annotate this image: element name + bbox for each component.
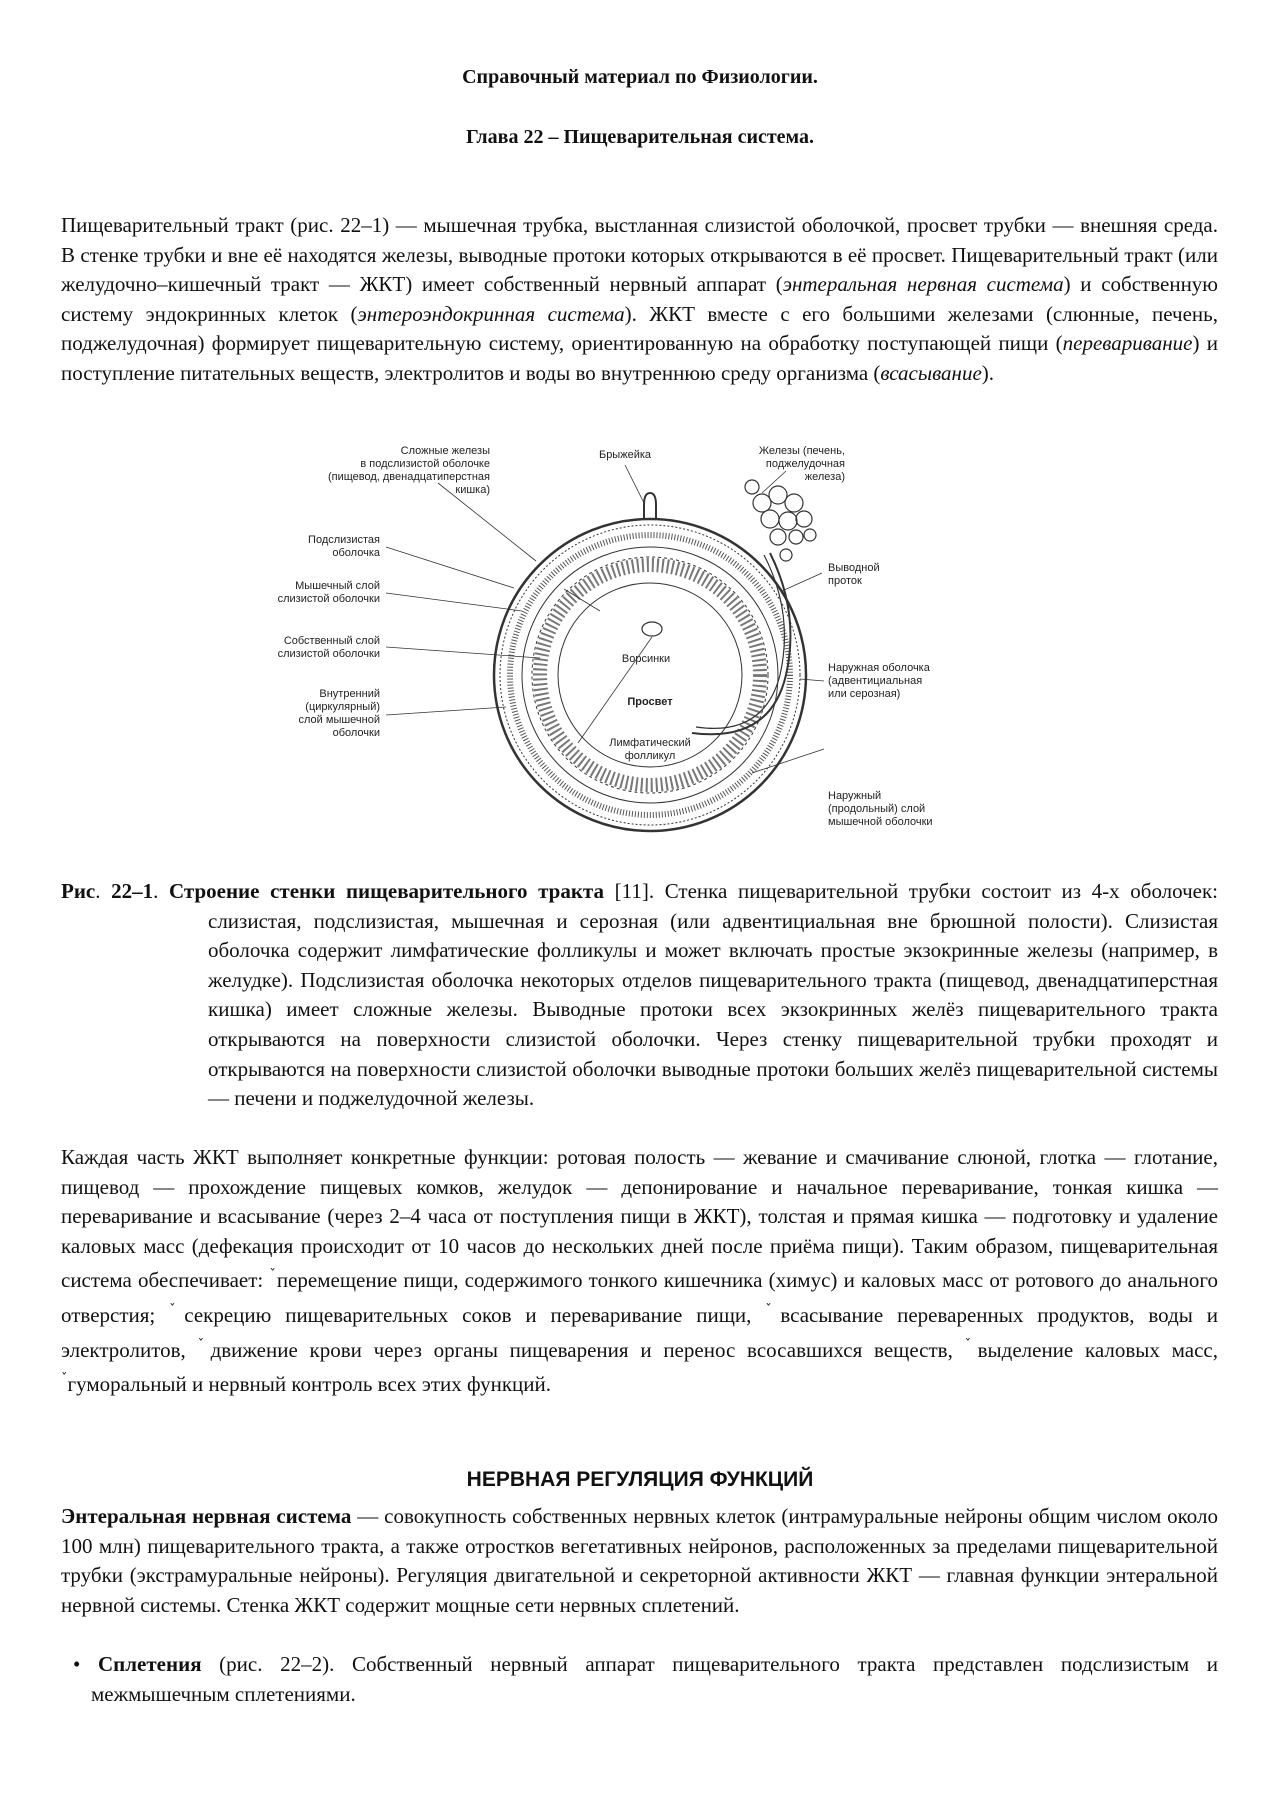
intro-paragraph bbox=[61, 211, 1218, 389]
plexus-bullet bbox=[61, 1650, 1218, 1709]
label-outer-longitudinal-1: Наружный bbox=[828, 790, 882, 802]
intro-text-1: Пищеварительный тракт (рис. 22–1) — мышечная трубка, выстланная слизистой оболочкой, просвет трубки — внешняя среда. В стенке трубки и вне её находятся железы, выводные протоки которых открываются в её просвет. Пищеварительный тракт (или желудочно–кишечный тракт — ЖКТ) имеет собственный нервный аппарат ( bbox=[61, 213, 1218, 297]
figure-gut-wall-diagram bbox=[277, 443, 980, 841]
function-item: выделение каловых масс, bbox=[977, 1337, 1219, 1362]
function-item: секрецию пищеварительных соков и переваривание пищи, bbox=[184, 1302, 766, 1327]
chapter-title: Глава 22 – Пищеварительная система. bbox=[465, 126, 815, 148]
label-inner-circular-3: слой мышечной bbox=[298, 714, 380, 726]
plexus-text: (рис. 22–2). Собственный нервный аппарат пищеварительного тракта представлен подслизистым и межмышечным сплетениями. bbox=[91, 1652, 1218, 1706]
label-submucosa-1: Подслизистая bbox=[308, 534, 380, 546]
caption-text: [11]. Стенка пищеварительной трубки состоит из 4-х оболочек: слизистая, подслизистая, мышечная и серозная (или адвентициальная вне брюшной полости). Слизистая оболочка содержит лимфатические фолликулы и может включать простые экзокринные железы (например, в желудке). Подслизистая оболочка некоторых отделов пищеварительного тракта (пищевод, двенадцатиперстная кишка) имеет сложные железы. Выводные протоки всех экзокринных желёз пищеварительного тракта открываются на поверхности слизистой оболочки. Через стенку пищеварительной трубки проходят и открываются на поверхности слизистой оболочки выводные протоки больших желёз пищеварительной системы — печени и поджелудочной железы. bbox=[208, 879, 1219, 1111]
intro-term-enteric: энтеральная нервная система bbox=[782, 272, 1064, 297]
label-outer-longitudinal-2: (продольный) слой bbox=[828, 803, 926, 815]
caption-prefix: Рис bbox=[61, 879, 96, 903]
function-item: гуморальный и нервный контроль всех этих функций. bbox=[67, 1372, 551, 1397]
intro-term-absorption: всасывание bbox=[880, 360, 982, 385]
duct-line bbox=[692, 553, 790, 734]
label-inner-circular-1: Внутренний bbox=[319, 688, 380, 700]
gland-cluster bbox=[745, 480, 816, 561]
label-outer-longitudinal-3: мышечной оболочки bbox=[828, 816, 933, 828]
intro-term-enteroendocrine: энтероэндокринная система bbox=[357, 301, 625, 326]
check-mark-icon: ˇ bbox=[61, 1372, 68, 1388]
label-complex-glands-4: кишка) bbox=[455, 484, 490, 496]
caption-title: Строение стенки пищеварительного тракта bbox=[169, 879, 605, 903]
intro-term-digestion: переваривание bbox=[1062, 331, 1193, 356]
label-muscularis-mucosae-1: Мышечный слой bbox=[295, 580, 380, 592]
enteric-text: — совокупность собственных нервных клеток (интрамуральные нейроны общим числом около 100 млн) пищеварительного тракта, а также отростков вегетативных нейронов, расположенных за пределами пищеварительной трубки (экстрамуральные нейроны). Регуляция двигательной и секреторной активности ЖКТ — главная функции энтеральной нервной системы. Стенка ЖКТ содержит мощные сети нервных сплетений. bbox=[61, 1504, 1218, 1617]
label-muscularis-mucosae-2: слизистой оболочки bbox=[277, 593, 380, 605]
enteric-term: Энтеральная нервная система bbox=[61, 1504, 352, 1528]
label-lumen: Просвет bbox=[627, 696, 673, 708]
functions-paragraph bbox=[61, 1143, 1218, 1400]
mesentery-shape bbox=[644, 493, 656, 519]
label-inner-circular-2: (циркулярный) bbox=[305, 701, 380, 713]
intro-text-5: ). bbox=[981, 360, 995, 385]
bullet-icon: • bbox=[73, 1652, 81, 1676]
label-glands-2: поджелудочная bbox=[765, 458, 845, 470]
check-mark-icon: ˇ bbox=[765, 1302, 781, 1318]
label-submucosa-2: оболочка bbox=[332, 547, 380, 559]
circular-muscle-ring bbox=[510, 535, 790, 815]
plexus-term: Сплетения bbox=[97, 1652, 202, 1676]
lymph-follicle bbox=[642, 622, 662, 636]
section-heading: НЕРВНАЯ РЕГУЛЯЦИЯ ФУНКЦИЙ bbox=[466, 1468, 814, 1491]
label-duct-1: Выводной bbox=[828, 562, 880, 574]
check-mark-icon: ˇ bbox=[964, 1337, 978, 1353]
label-lymph-follicle-2: фолликул bbox=[624, 750, 676, 762]
document-title: Справочный материал по Физиологии. bbox=[462, 66, 818, 88]
label-complex-glands-1: Сложные железы bbox=[400, 445, 490, 457]
gut-wall-svg bbox=[277, 443, 980, 841]
intro-text-4: ) и поступление питательных веществ, электролитов и воды во внутреннюю среду организма ( bbox=[61, 331, 1218, 385]
check-mark-icon: ˇ bbox=[169, 1302, 185, 1318]
function-item: движение крови через органы пищеварения и перенос всосавшихся веществ, bbox=[210, 1337, 965, 1362]
label-villi: Ворсинки bbox=[621, 653, 671, 665]
label-serosa-2: (адвентициальная bbox=[828, 675, 923, 687]
label-inner-circular-4: оболочки bbox=[332, 727, 380, 739]
caption-number: 22–1 bbox=[111, 879, 154, 903]
label-lymph-follicle-1: Лимфатический bbox=[609, 737, 691, 749]
label-mesentery: Брыжейка bbox=[598, 449, 652, 461]
caption-dot-2: . bbox=[153, 879, 159, 903]
label-lamina-propria-2: слизистой оболочки bbox=[277, 648, 380, 660]
label-duct-2: проток bbox=[828, 575, 862, 587]
label-serosa-3: или серозная) bbox=[828, 688, 901, 700]
functions-intro: Каждая часть ЖКТ выполняет конкретные функции: ротовая полость — жевание и смачивание слюной, глотка — глотание, пищевод — прохождение пищевых комков, желудок — депонирование и начальное переваривание, тонкая кишка — переваривание и всасывание (через 2–4 часа от поступления пищи в ЖКТ), толстая и прямая кишка — подготовку и удаление каловых масс (дефекация происходит от 10 часов до нескольких дней после приёма пищи). Таким образом, пищеварительная система обеспечивает: bbox=[61, 1145, 1218, 1293]
label-complex-glands-2: в подслизистой оболочке bbox=[360, 458, 490, 470]
check-mark-icon: ˇ bbox=[197, 1337, 211, 1353]
intro-text-2: ) и собственную систему эндокринных клеток ( bbox=[61, 272, 1218, 326]
label-glands-3: железа) bbox=[804, 471, 845, 483]
function-item: всасывание переваренных продуктов, воды и электролитов, bbox=[61, 1302, 1218, 1362]
label-complex-glands-3: (пищевод, двенадцатиперстная bbox=[327, 471, 490, 483]
check-mark-icon: ˇ bbox=[269, 1268, 277, 1284]
caption-dot: . bbox=[95, 879, 101, 903]
label-lamina-propria-1: Собственный слой bbox=[283, 635, 380, 647]
figure-caption bbox=[61, 877, 1218, 1114]
label-serosa-1: Наружная оболочка bbox=[828, 662, 930, 674]
intro-text-3: ). ЖКТ вместе с его большими железами (слюнные, печень, поджелудочная) формирует пищеварительную систему, ориентированную на обработку поступающей пищи ( bbox=[61, 301, 1218, 356]
submucosa-ring bbox=[522, 547, 778, 803]
label-glands-1: Железы (печень, bbox=[758, 445, 845, 457]
enteric-paragraph bbox=[61, 1502, 1218, 1620]
function-item: перемещение пищи, содержимого тонкого кишечника (химус) и каловых масс от ротового до анального отверстия; bbox=[61, 1268, 1218, 1327]
duct-line-inner bbox=[696, 555, 784, 728]
